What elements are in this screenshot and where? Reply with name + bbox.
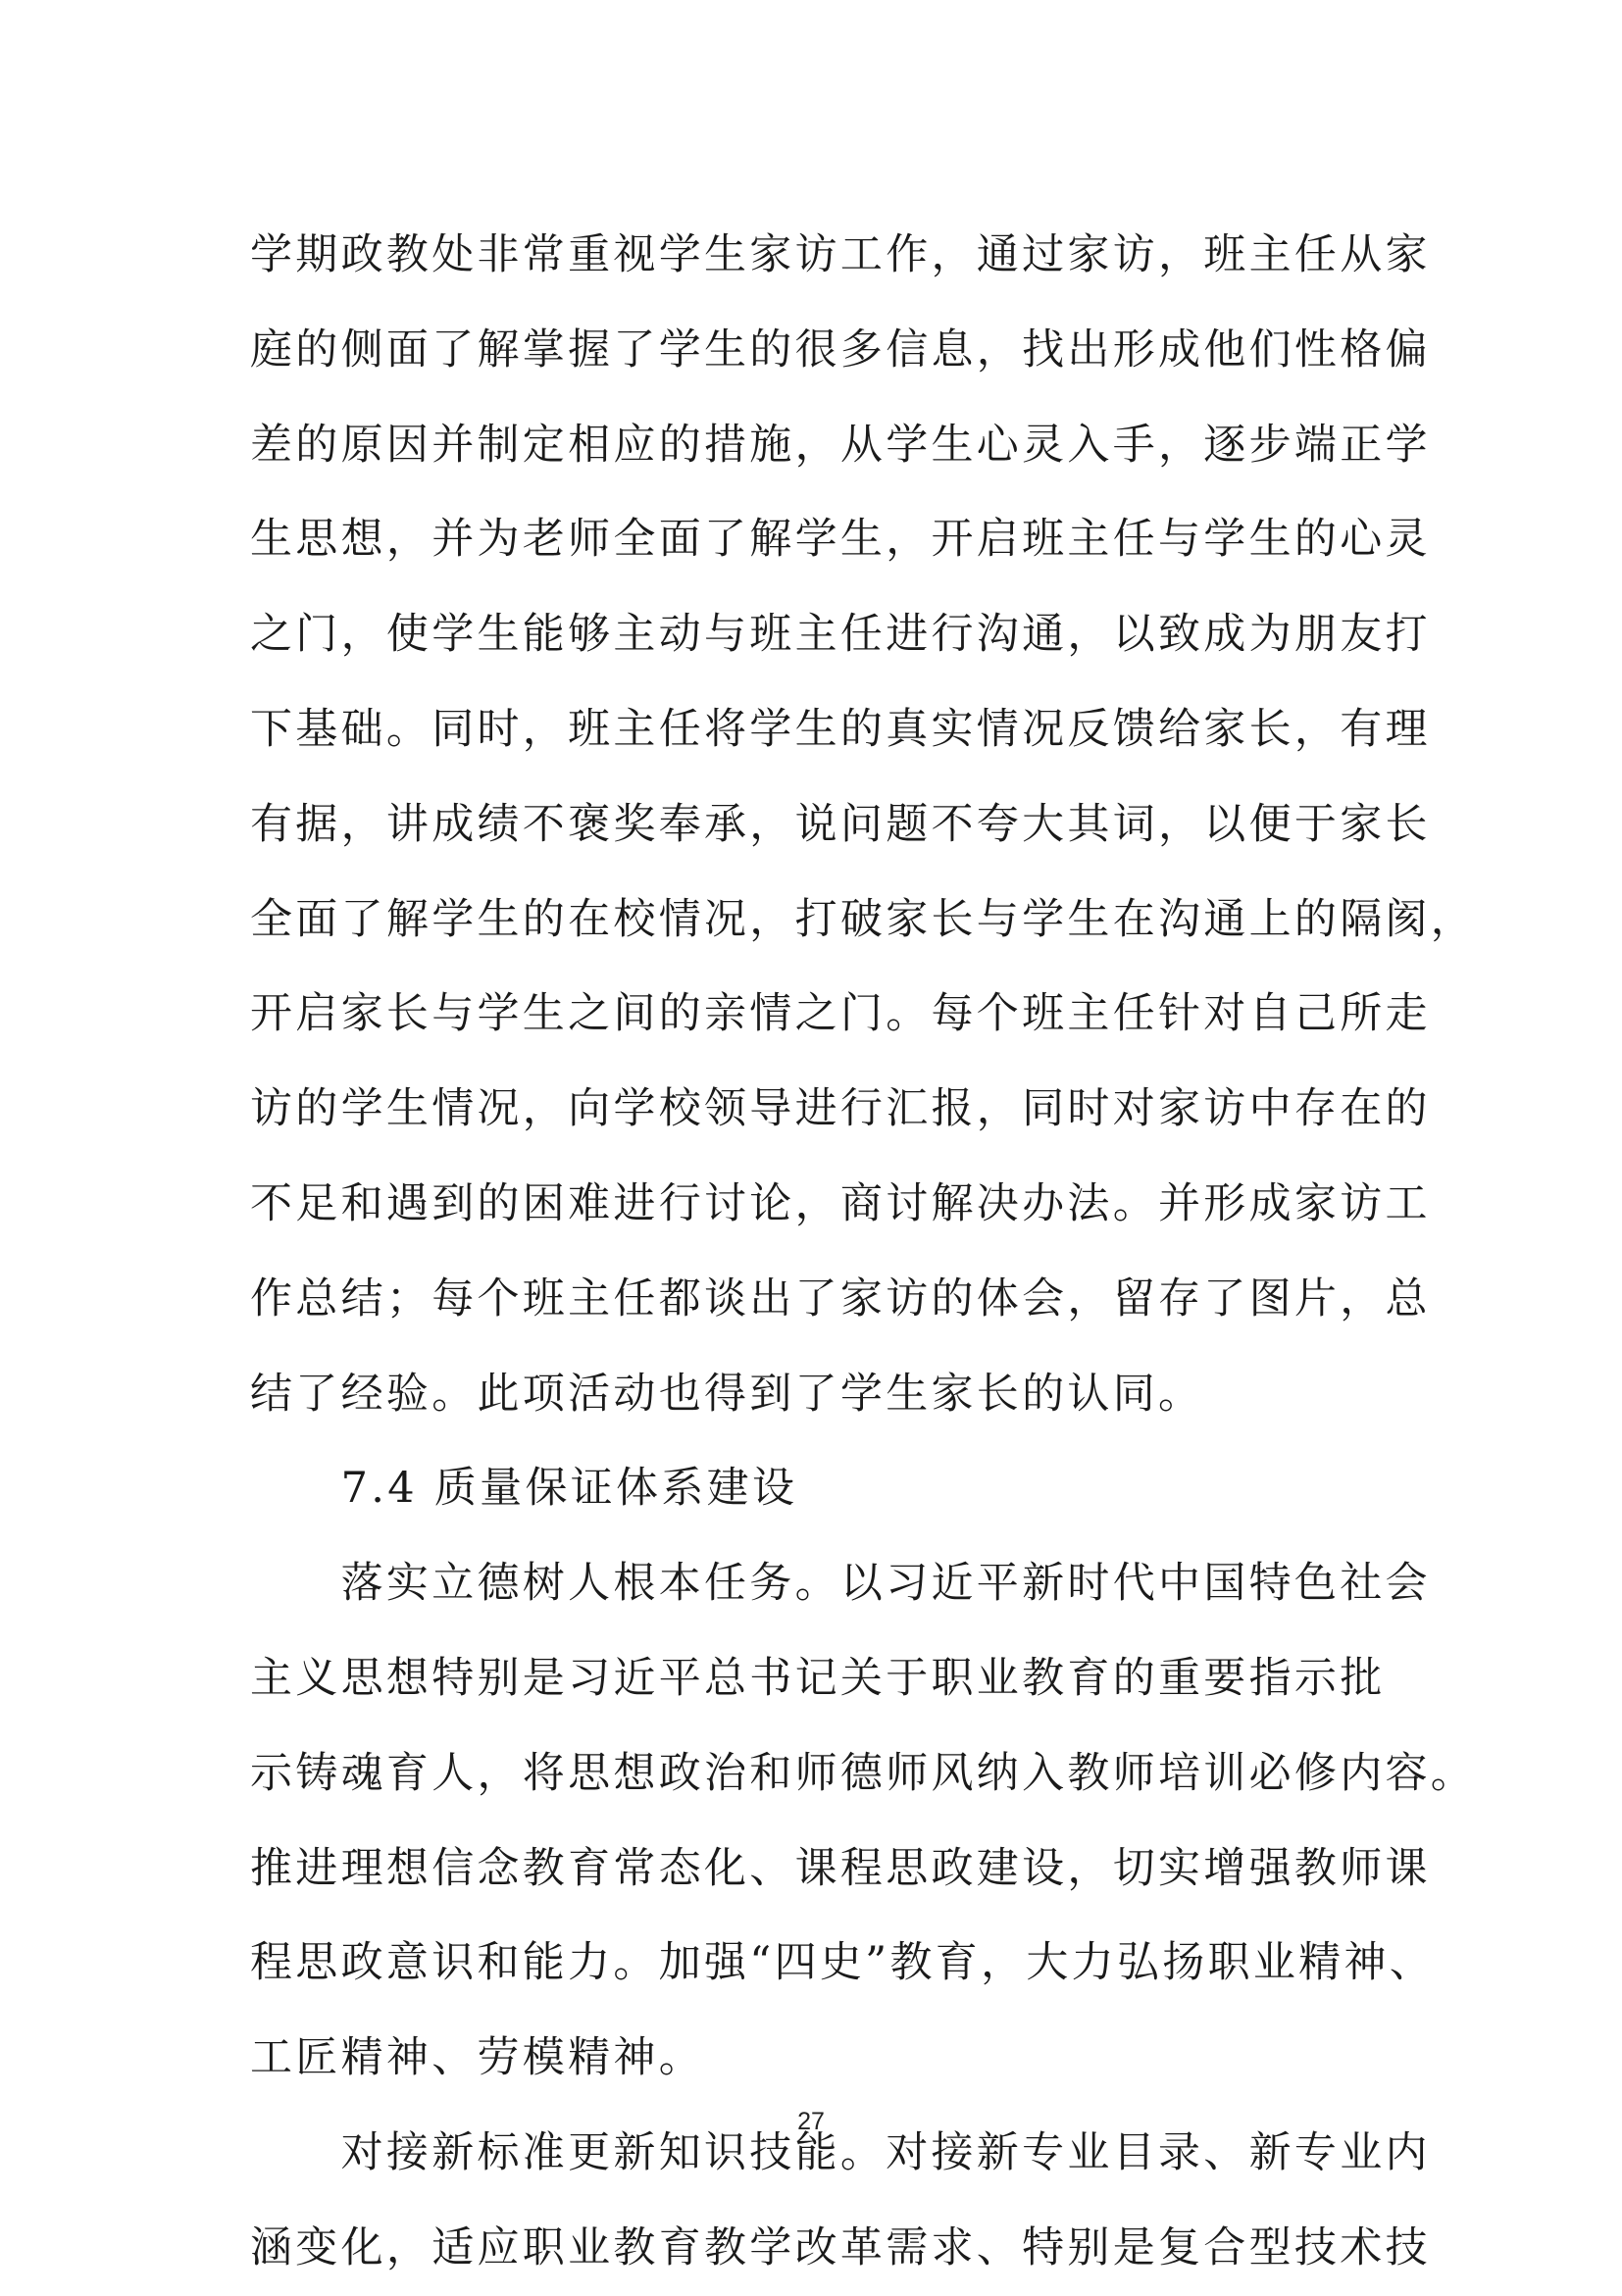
text-line: 工匠精神、劳模精神。: [250, 2033, 704, 2083]
text-line: 落实立德树人根本任务。以习近平新时代中国特色社会: [250, 1559, 1431, 1609]
section-heading: 7.4 质量保证体系建设: [250, 1464, 798, 1514]
text-line: 学期政教处非常重视学生家访工作，通过家访，班主任从家: [250, 230, 1431, 279]
text-line: 之门，使学生能够主动与班主任进行沟通，以致成为朋友打: [250, 610, 1431, 660]
text-line: 示铸魂育人，将思想政治和师德师风纳入教师培训必修内容。: [250, 1748, 1477, 1798]
text-line: 下基础。同时，班主任将学生的真实情况反馈给家长，有理: [250, 704, 1431, 754]
text-line: 差的原因并制定相应的措施，从学生心灵入手，逐步端正学: [250, 420, 1431, 470]
text-line: 不足和遇到的困难进行讨论，商讨解决办法。并形成家访工: [250, 1178, 1431, 1228]
page-number: 27: [797, 2108, 825, 2135]
text-line: 对接新标准更新知识技能。对接新专业目录、新专业内: [250, 2127, 1431, 2177]
text-line: 开启家长与学生之间的亲情之门。每个班主任针对自己所走: [250, 989, 1431, 1039]
text-line: 庭的侧面了解掌握了学生的很多信息，找出形成他们性格偏: [250, 324, 1431, 374]
text-line: 全面了解学生的在校情况，打破家长与学生在沟通上的隔阂，: [250, 894, 1477, 944]
text-line: 主义思想特别是习近平总书记关于职业教育的重要指示批: [250, 1653, 1386, 1703]
text-line: 访的学生情况，向学校领导进行汇报，同时对家访中存在的: [250, 1084, 1431, 1134]
text-line: 涵变化，适应职业教育教学改革需求、特别是复合型技术技: [250, 2222, 1431, 2272]
text-line: 作总结；每个班主任都谈出了家访的体会，留存了图片，总: [250, 1273, 1431, 1323]
body-text: [250, 208, 1477, 2296]
text-line: 生思想，并为老师全面了解学生，开启班主任与学生的心灵: [250, 515, 1431, 565]
text-line: 结了经验。此项活动也得到了学生家长的认同。: [250, 1369, 1204, 1419]
text-line: 程思政意识和能力。加强“四史”教育，大力弘扬职业精神、: [250, 1938, 1436, 1988]
text-line: 推进理想信念教育常态化、课程思政建设，切实增强教师课: [250, 1843, 1431, 1893]
text-line: 有据，讲成绩不褒奖奉承，说问题不夸大其词，以便于家长: [250, 799, 1431, 849]
